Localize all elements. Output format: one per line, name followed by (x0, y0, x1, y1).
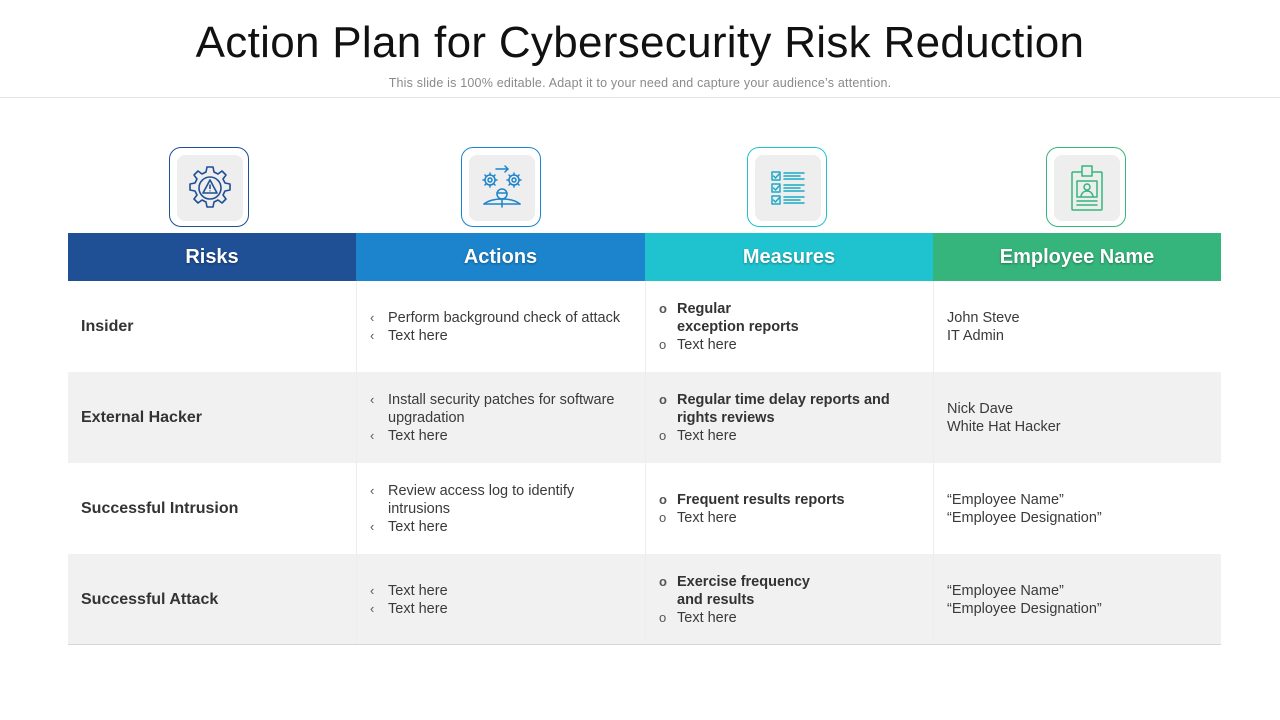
action-bullet: ‹ (370, 600, 375, 616)
measure-bullet: o (659, 427, 667, 443)
measure-bullet: o (659, 391, 667, 407)
table-bottom-border (68, 644, 1221, 645)
page-title: Action Plan for Cybersecurity Risk Reduction (195, 18, 1085, 67)
action-bullet: ‹ (370, 482, 375, 498)
header-measures (645, 233, 933, 281)
actions-cell (357, 554, 645, 645)
measure-bullet: o (659, 509, 667, 525)
header-label: Risks (185, 245, 239, 268)
action-item: ‹ Perform background check of attack (370, 309, 621, 326)
table-row (68, 372, 1221, 463)
action-item: ‹ Text here (370, 600, 448, 617)
measure-item: o Text here (659, 509, 737, 526)
actions-cell (357, 281, 645, 372)
action-item: ‹ Review access log to identify intrusions (370, 482, 575, 517)
table-row (68, 463, 1221, 554)
header-label: Employee Name (999, 245, 1155, 268)
header-risks (68, 233, 356, 281)
employee-cell (934, 281, 1221, 372)
employee-designation: “Employee Designation” (947, 600, 1102, 617)
employee-designation: IT Admin (947, 327, 1004, 344)
header-employee-name (933, 233, 1221, 281)
measure-bullet: o (659, 491, 667, 507)
action-item: ‹ Install security patches for software upgradation (370, 391, 615, 426)
measure-bullet: o (659, 573, 667, 589)
risk-label: External Hacker (81, 408, 202, 426)
measures-icon-box (747, 147, 827, 227)
header-label: Measures (742, 245, 836, 268)
measure-item: o Regular time delay reports and rights reviews (659, 391, 890, 426)
employee-name: “Employee Name” (947, 582, 1064, 599)
risk-label: Insider (81, 317, 134, 335)
employee-cell (934, 372, 1221, 463)
action-item: ‹ Text here (370, 327, 448, 344)
measure-item: o Text here (659, 609, 737, 626)
employee-cell (934, 554, 1221, 645)
actions-icon-box (461, 147, 541, 227)
measures-cell (646, 463, 934, 554)
header-label: Actions (463, 245, 538, 268)
measure-item: o Text here (659, 336, 737, 353)
title-divider (0, 97, 1280, 98)
action-bullet: ‹ (370, 427, 375, 443)
measure-item: o Frequent results reports (659, 491, 845, 508)
measure-item: o Text here (659, 427, 737, 444)
action-bullet: ‹ (370, 582, 375, 598)
measures-cell (646, 554, 934, 645)
action-bullet: ‹ (370, 518, 375, 534)
action-item: ‹ Text here (370, 518, 448, 535)
risks-icon-box (169, 147, 249, 227)
action-bullet: ‹ (370, 327, 375, 343)
action-item: ‹ Text here (370, 427, 448, 444)
id-badge-icon (1067, 163, 1107, 213)
risk-label: Successful Attack (81, 590, 219, 608)
employee-cell (934, 463, 1221, 554)
checklist-icon (766, 165, 810, 211)
table-row (68, 281, 1221, 372)
actions-cell (357, 372, 645, 463)
measure-bullet: o (659, 336, 667, 352)
measures-cell (646, 281, 934, 372)
actions-cell (357, 463, 645, 554)
header-actions (356, 233, 645, 281)
measure-item: o Exercise frequency and results (659, 573, 810, 608)
employee-name: “Employee Name” (947, 491, 1064, 508)
gear-warning-icon (185, 163, 235, 213)
measure-bullet: o (659, 609, 667, 625)
action-bullet: ‹ (370, 309, 375, 325)
team-gears-icon (476, 163, 528, 213)
measure-bullet: o (659, 300, 667, 316)
employee-icon-box (1046, 147, 1126, 227)
employee-designation: White Hat Hacker (947, 418, 1061, 435)
table-row (68, 554, 1221, 645)
risk-label: Successful Intrusion (81, 499, 239, 517)
page-subtitle: This slide is 100% editable. Adapt it to your need and capture your audience’s attention. (388, 76, 892, 90)
measure-item: o Regular exception reports (659, 300, 799, 335)
employee-name: John Steve (947, 309, 1020, 326)
action-bullet: ‹ (370, 391, 375, 407)
measures-cell (646, 372, 934, 463)
action-item: ‹ Text here (370, 582, 448, 599)
employee-designation: “Employee Designation” (947, 509, 1102, 526)
employee-name: Nick Dave (947, 400, 1014, 417)
